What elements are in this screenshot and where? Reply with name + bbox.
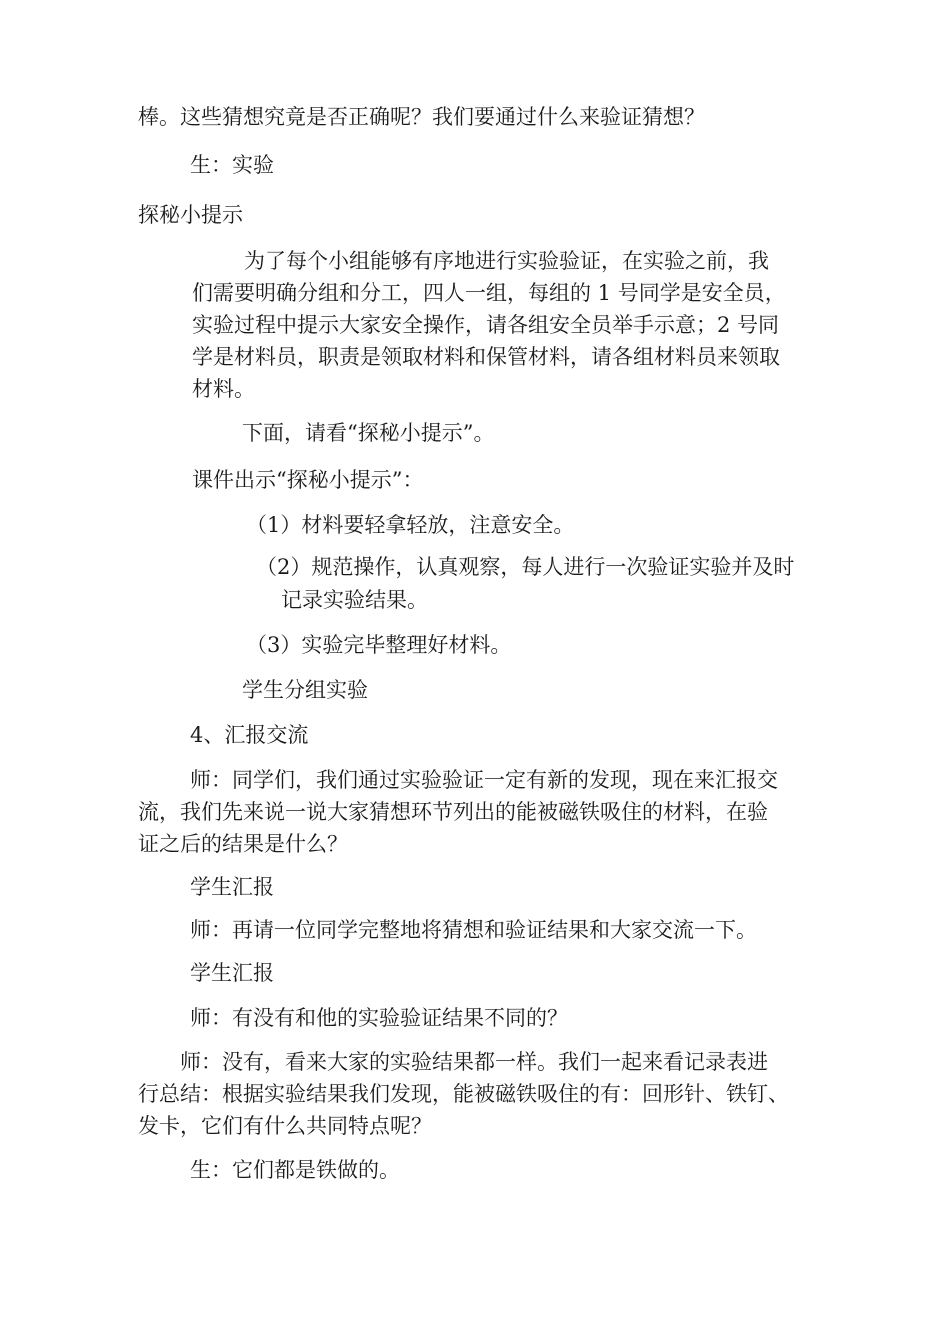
tip-item: （3）实验完毕整理好材料。 <box>246 633 512 657</box>
text-line: 课件出示“探秘小提示”： <box>192 468 424 492</box>
section-heading: 4、汇报交流 <box>190 723 309 747</box>
paragraph <box>192 245 786 405</box>
text-line: 学生汇报 <box>190 961 274 985</box>
tip-item: （1）材料要轻拿轻放，注意安全。 <box>246 513 575 537</box>
text-line: 下面，请看“探秘小提示”。 <box>242 421 495 445</box>
section-heading: 探秘小提示 <box>138 203 243 227</box>
paragraph-line: 发卡，它们有什么共同特点呢？ <box>138 1114 432 1138</box>
paragraph-line: 行总结：根据实验结果我们发现，能被磁铁吸住的有：回形针、铁钉、 <box>138 1082 789 1106</box>
paragraph-line: 们需要明确分组和分工，四人一组，每组的 1 号同学是安全员， <box>192 281 786 305</box>
paragraph <box>138 764 778 860</box>
paragraph-line: 实验过程中提示大家安全操作，请各组安全员举手示意；2 号同 <box>192 313 780 337</box>
paragraph-line: 学是材料员，职责是领取材料和保管材料，请各组材料员来领取 <box>192 345 780 369</box>
tip-item-continued: 记录实验结果。 <box>281 588 428 612</box>
paragraph-line: 师：没有，看来大家的实验结果都一样。我们一起来看记录表进 <box>180 1050 768 1074</box>
paragraph-line: 证之后的结果是什么？ <box>138 832 348 856</box>
paragraph-line: 为了每个小组能够有序地进行实验验证，在实验之前，我 <box>244 249 769 273</box>
tip-item: （2）规范操作，认真观察，每人进行一次验证实验并及时 <box>256 555 795 579</box>
paragraph-line: 师：同学们，我们通过实验验证一定有新的发现，现在来汇报交 <box>190 768 778 792</box>
paragraph-line: 流，我们先来说一说大家猜想环节列出的能被磁铁吸住的材料，在验 <box>138 800 768 824</box>
paragraph-line: 材料。 <box>192 377 255 401</box>
text-line: 学生汇报 <box>190 875 274 899</box>
text-line: 生：它们都是铁做的。 <box>190 1158 400 1182</box>
paragraph <box>138 1046 789 1142</box>
text-line: 生：实验 <box>190 153 274 177</box>
text-line: 学生分组实验 <box>242 678 368 702</box>
text-line: 师：再请一位同学完整地将猜想和验证结果和大家交流一下。 <box>190 918 757 942</box>
text-line: 师：有没有和他的实验验证结果不同的？ <box>190 1006 568 1030</box>
text-line: 棒。这些猜想究竟是否正确呢？我们要通过什么来验证猜想？ <box>138 105 705 129</box>
